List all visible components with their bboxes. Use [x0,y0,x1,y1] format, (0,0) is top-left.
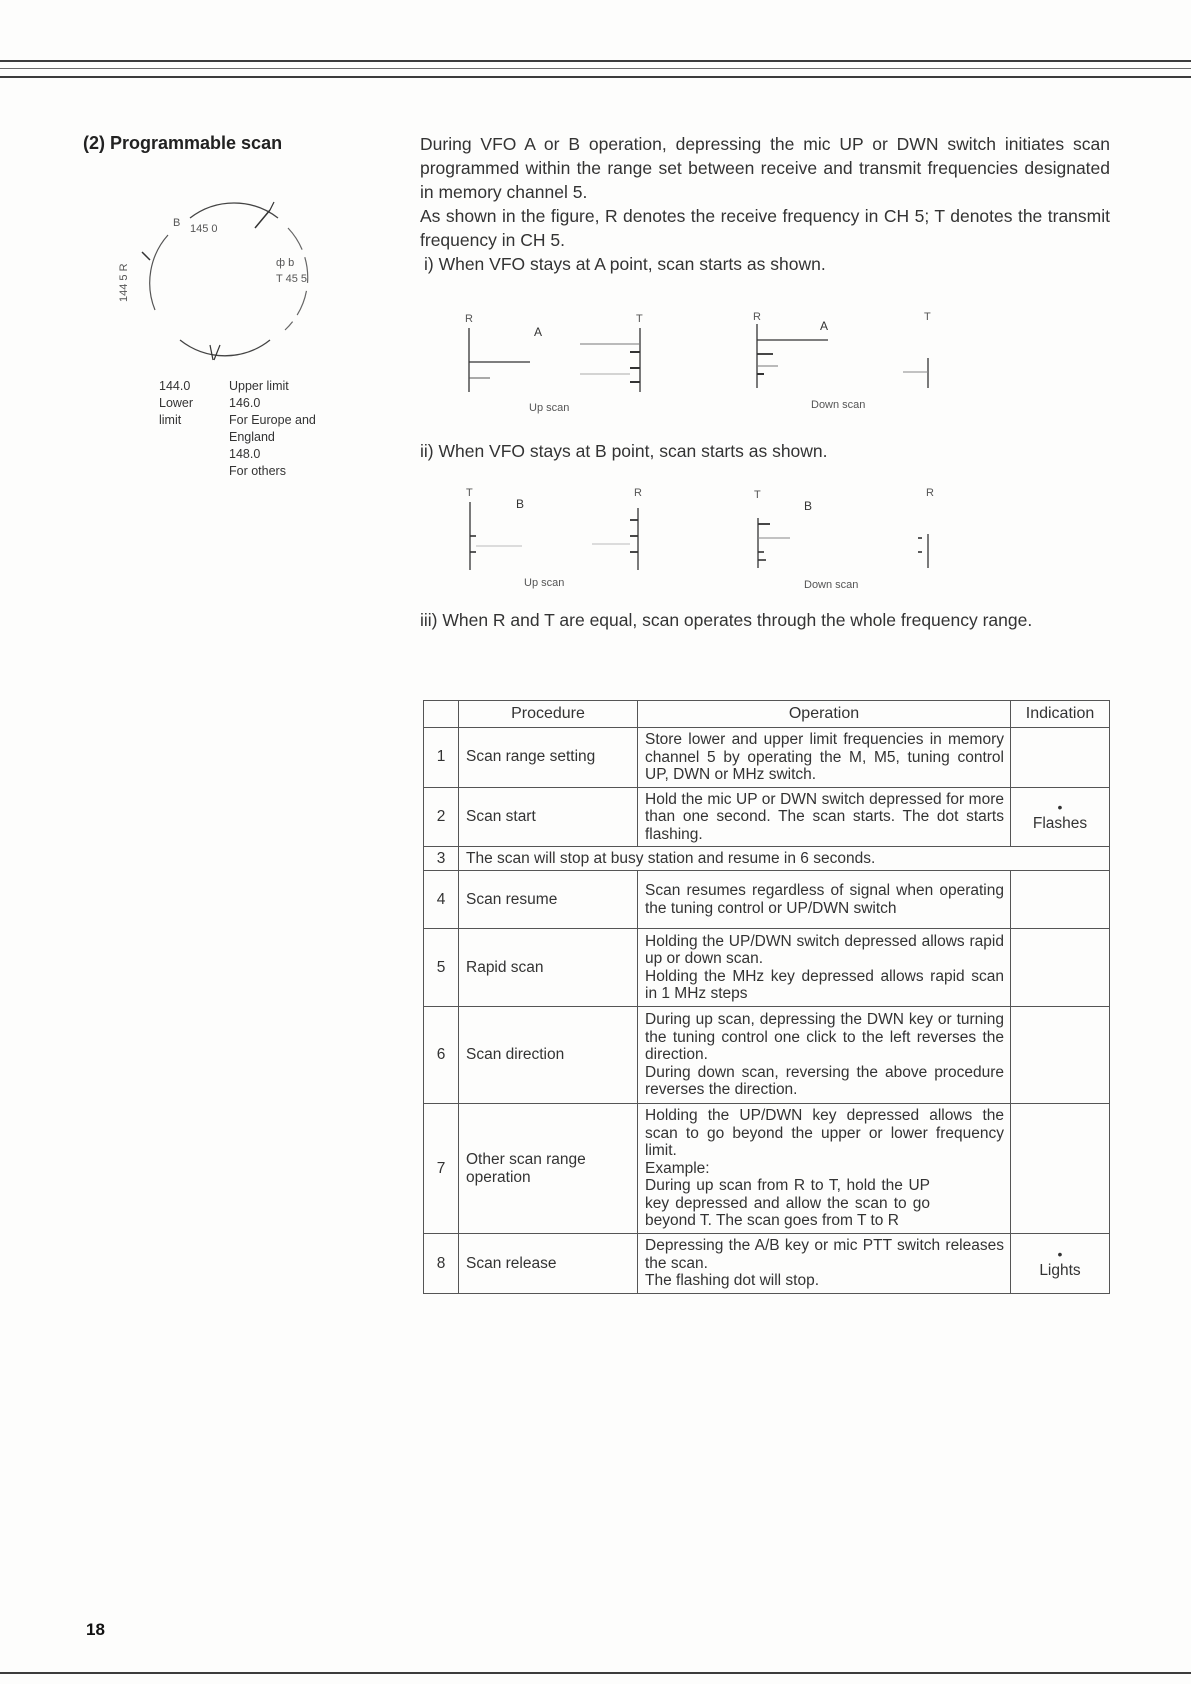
row-indication [1011,787,1110,847]
operation-line-1: During up scan, depressing the DWN key or turning the tuning control one click to the left reverses the direction. [645,1011,1004,1064]
procedure-table [423,700,1110,1294]
upper-limit-value-1: 146.0 [229,396,261,410]
header-number [424,701,459,728]
operation-example [645,1160,1004,1230]
case-i-text: i) When VFO stays at A point, scan starts as shown. [424,254,826,274]
row-number: 7 [424,1104,459,1234]
diagram-a-down-caption: Down scan [811,399,866,411]
row-indication [1011,1104,1110,1234]
row-procedure: Scan start [459,787,638,847]
row-operation [638,929,1011,1007]
header-indication: Indication [1011,701,1110,728]
row-operation [638,1234,1011,1294]
lower-limit-legend [159,378,193,429]
diagram-b-up-caption: Up scan [524,577,565,589]
table-row [424,871,1110,929]
circle-mark-b: B [173,217,181,229]
case-b-up-scan-diagram [462,486,662,596]
header-rule-top [0,60,1191,62]
diagram-b-up-left-label: T [466,487,473,499]
upper-limit-label: Upper limit [229,379,289,393]
page-number: 18 [86,1620,105,1639]
row-operation: Hold the mic UP or DWN switch depressed for more than one second. The scan starts. The dot starts flashing. [638,787,1011,847]
header-procedure: Procedure [459,701,638,728]
case-iii-block [420,608,1110,632]
row-number: 3 [424,847,459,871]
diagram-b-up-point: B [516,497,525,511]
case-b-down-scan-diagram [750,486,970,596]
diagram-a-up-caption: Up scan [529,402,570,414]
footer-rule [0,1672,1191,1674]
operation-line-2: The flashing dot will stop. [645,1272,820,1290]
table-row [424,728,1110,788]
header-rule-bottom [0,76,1191,78]
case-a-down-scan-diagram [748,310,968,420]
row-number: 1 [424,728,459,788]
row-operation [638,1104,1011,1234]
upper-limit-note-2: England [229,430,275,444]
diagram-b-down-caption: Down scan [804,579,859,591]
row-operation: Scan resumes regardless of signal when operating the tuning control or UP/DWN switch [638,871,1011,929]
upper-limit-value-2: 148.0 [229,447,261,461]
row-number: 4 [424,871,459,929]
intro-paragraph-2: As shown in the figure, R denotes the receive frequency in CH 5; T denotes the transmit frequency in CH 5. [420,206,1110,250]
table-row [424,847,1110,871]
row-number: 6 [424,1007,459,1104]
table-row [424,1234,1110,1294]
table-row [424,787,1110,847]
circle-mark-b2: ф b [276,257,295,269]
table-header-row [424,701,1110,728]
indicator-dot-icon: • [1057,798,1063,815]
row-indication [1011,1234,1110,1294]
header-rule-mid [0,68,1191,69]
lower-limit-value: 144.0 [159,379,191,393]
row-procedure: Scan direction [459,1007,638,1104]
operation-line-1: Holding the UP/DWN key depressed allows the scan to go beyond the upper or lower frequency limit. [645,1107,1004,1160]
diagram-b-down-left-label: T [754,489,761,501]
case-ii-text: ii) When VFO stays at B point, scan starts as shown. [420,441,828,461]
diagram-b-down-point: B [804,499,813,513]
diagram-a-down-right-label: T [924,311,931,323]
case-iii-text: iii) When R and T are equal, scan operates through the whole frequency range. [420,610,1033,630]
row-procedure: Other scan range operation [459,1104,638,1234]
row-number: 5 [424,929,459,1007]
lower-limit-label-2: limit [159,413,182,427]
diagram-a-down-left-label: R [753,311,761,323]
header-operation: Operation [638,701,1011,728]
operation-line-2: During down scan, reversing the above procedure reverses the direction. [645,1063,1004,1099]
operation-line-1: Holding the UP/DWN switch depressed allows rapid up or down scan. [645,932,1004,967]
table-row [424,1007,1110,1104]
circle-freq-top: 145 0 [190,223,218,235]
diagram-a-up-right-label: T [636,313,643,325]
indication-text: Lights [1039,1261,1081,1279]
row-indication [1011,929,1110,1007]
upper-limit-note-1: For Europe and [229,413,316,427]
diagram-a-up-left-label: R [465,313,473,325]
indication-text: Flashes [1032,814,1088,832]
lower-limit-label-1: Lower [159,396,194,410]
row-indication [1011,871,1110,929]
upper-limit-note-3: For others [229,464,286,478]
example-text: During up scan from R to T, hold the UP key depressed and allow the scan to go beyond T. The scan goes from T to R [645,1177,930,1230]
table-row [424,929,1110,1007]
case-ii-block [420,439,1110,463]
row-number: 8 [424,1234,459,1294]
diagram-b-down-right-label: R [926,487,934,499]
circle-freq-right: T 45 5 [276,273,307,285]
operation-line-2: Holding the MHz key depressed allows rapid scan in 1 MHz steps [645,967,1004,1002]
table-row [424,1104,1110,1234]
operation-line-1: Depressing the A/B key or mic PTT switch releases the scan. [645,1237,1004,1272]
case-a-up-scan-diagram [460,310,660,420]
row-operation [638,1007,1011,1104]
row-indication [1011,728,1110,788]
upper-limit-legend [229,378,316,480]
row-procedure: Scan resume [459,871,638,929]
example-label: Example: [645,1159,710,1177]
row-procedure: Scan range setting [459,728,638,788]
row-procedure: Scan release [459,1234,638,1294]
intro-paragraph-1: During VFO A or B operation, depressing the mic UP or DWN switch initiates scan programmed within the range set between receive and transmit frequencies designated in memory channel 5. [420,134,1110,202]
row-operation: Store lower and upper limit frequencies in memory channel 5 by operating the M, M5, tuning control UP, DWN or MHz switch. [638,728,1011,788]
row-number: 2 [424,787,459,847]
section-title: (2) Programmable scan [83,133,283,153]
main-column [420,132,1110,276]
diagram-a-down-point: A [820,319,829,333]
diagram-b-up-right-label: R [634,487,642,499]
row-procedure: Rapid scan [459,929,638,1007]
diagram-a-up-point: A [534,325,543,339]
indicator-dot-icon: • [1057,1245,1063,1262]
row-full-text: The scan will stop at busy station and resume in 6 seconds. [459,847,1110,871]
scan-range-circle-figure [110,190,370,390]
row-indication [1011,1007,1110,1104]
circle-freq-left: 144 5 R [118,263,130,302]
